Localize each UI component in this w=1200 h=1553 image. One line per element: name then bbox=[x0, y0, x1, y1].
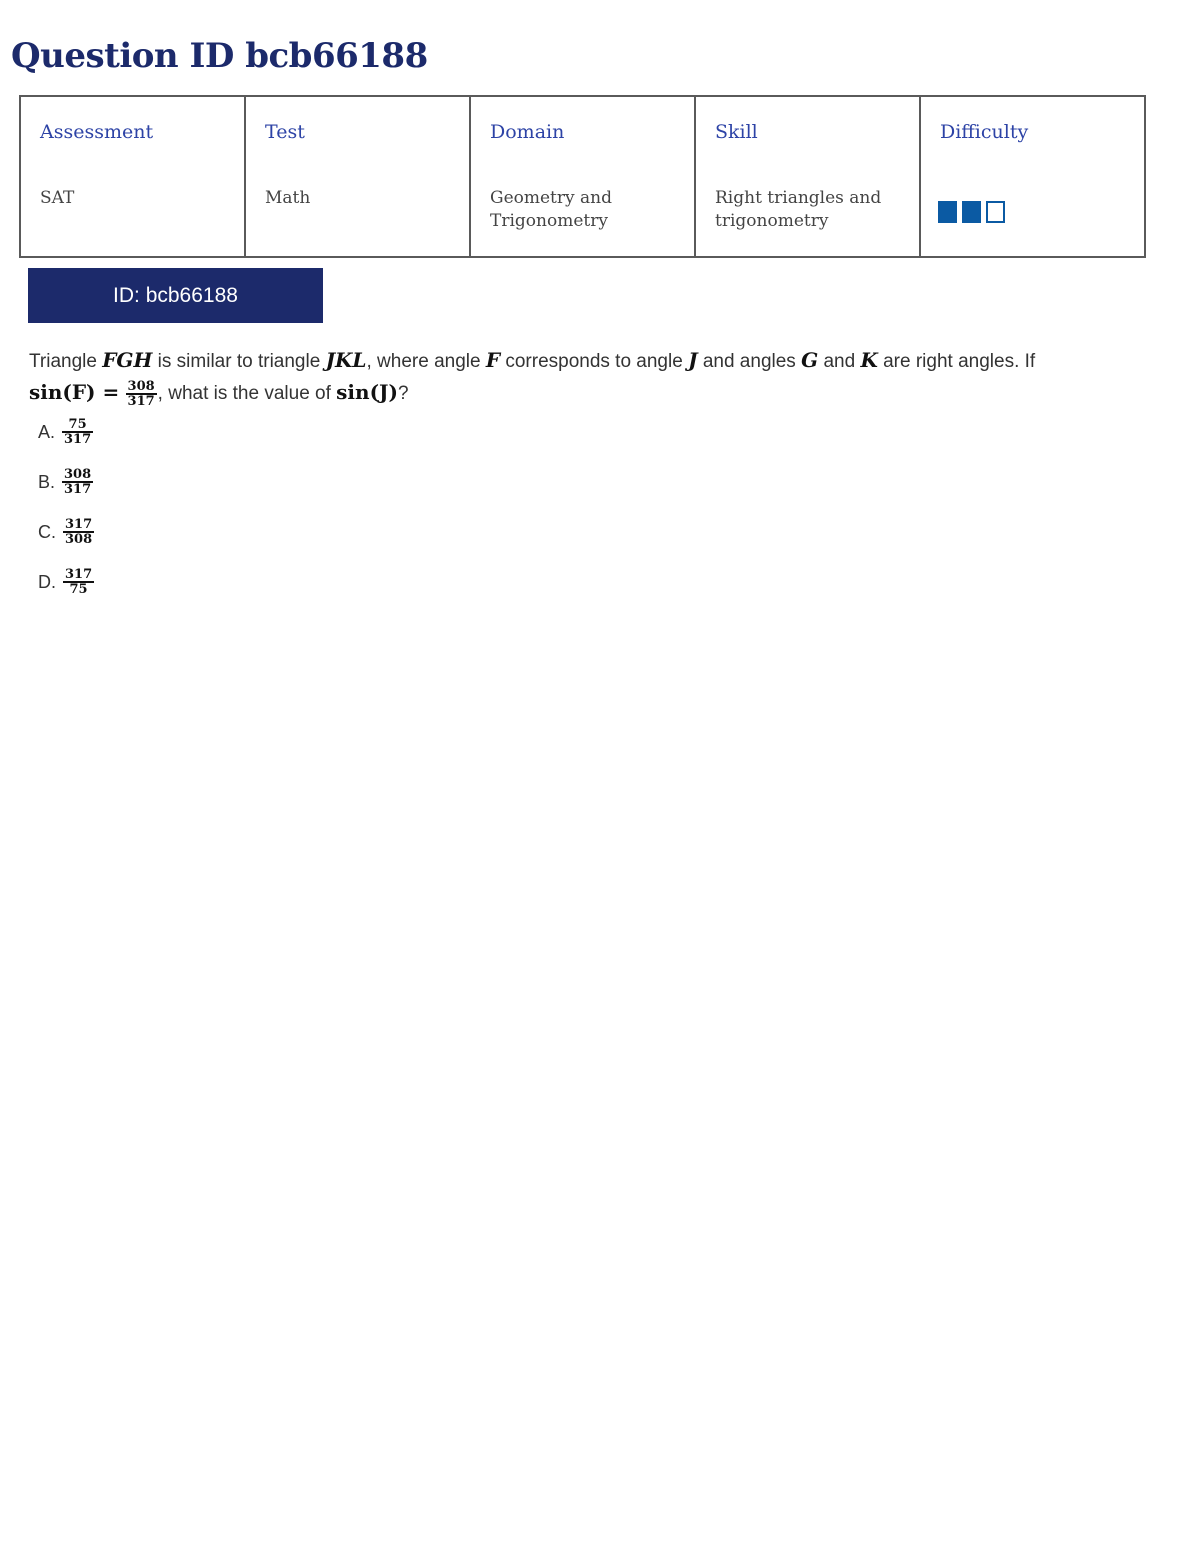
test-header: Test bbox=[265, 121, 305, 143]
skill-value: Right triangles and trigonometry bbox=[715, 188, 882, 231]
test-value: Math bbox=[265, 188, 311, 208]
difficulty-square-filled bbox=[962, 201, 981, 223]
domain-header: Domain bbox=[490, 121, 565, 143]
math-var: K bbox=[860, 348, 878, 372]
choice-letter: C. bbox=[38, 521, 56, 542]
fraction-numerator: 308 bbox=[64, 467, 92, 482]
math-var: F bbox=[485, 348, 501, 372]
assessment-cell bbox=[20, 96, 245, 257]
question-metadata-table bbox=[19, 95, 1146, 258]
stem-text: , where angle bbox=[366, 351, 486, 372]
difficulty-indicator bbox=[938, 201, 1005, 223]
assessment-value: SAT bbox=[40, 188, 75, 208]
answer-choice-d[interactable] bbox=[38, 568, 95, 596]
stem-text: Triangle bbox=[29, 351, 103, 372]
choice-letter: D. bbox=[38, 571, 56, 592]
math-var: JKL bbox=[325, 348, 367, 372]
math-fraction bbox=[62, 468, 93, 496]
fraction-denominator: 317 bbox=[64, 482, 92, 497]
math-var: J bbox=[688, 348, 698, 372]
math-expression: sin(F) = bbox=[29, 380, 120, 404]
skill-cell bbox=[695, 96, 920, 257]
stem-text: are right angles. If bbox=[877, 351, 1036, 372]
stem-text: , what is the value of bbox=[157, 383, 337, 404]
fraction-denominator: 308 bbox=[65, 532, 93, 547]
answer-choice-c[interactable] bbox=[38, 518, 95, 546]
math-fraction bbox=[63, 568, 94, 596]
math-var: FGH bbox=[102, 348, 153, 372]
assessment-header: Assessment bbox=[40, 121, 154, 143]
math-fraction bbox=[126, 380, 157, 408]
stem-text: is similar to triangle bbox=[152, 351, 326, 372]
difficulty-cell bbox=[920, 96, 1145, 257]
fraction-numerator: 317 bbox=[65, 517, 93, 532]
math-expression: sin(J) bbox=[336, 380, 398, 404]
question-id-bar: ID: bcb66188 bbox=[28, 268, 323, 323]
math-fraction bbox=[63, 518, 94, 546]
choice-letter: A. bbox=[38, 421, 56, 442]
fraction-numerator: 317 bbox=[65, 567, 93, 582]
domain-cell bbox=[470, 96, 695, 257]
stem-text: and angles bbox=[697, 351, 802, 372]
choice-letter: B. bbox=[38, 471, 56, 492]
skill-header: Skill bbox=[715, 121, 758, 143]
page-title: Question ID bcb66188 bbox=[11, 36, 428, 76]
question-stem bbox=[29, 345, 1169, 409]
fraction-numerator: 308 bbox=[127, 378, 155, 394]
answer-choice-b[interactable] bbox=[38, 468, 94, 496]
fraction-denominator: 75 bbox=[69, 582, 88, 597]
stem-text: ? bbox=[397, 383, 409, 404]
difficulty-square-empty bbox=[986, 201, 1005, 223]
stem-text: and bbox=[818, 351, 861, 372]
answer-choice-a[interactable] bbox=[38, 418, 94, 446]
math-var: G bbox=[801, 348, 819, 372]
difficulty-square-filled bbox=[938, 201, 957, 223]
fraction-denominator: 317 bbox=[64, 432, 92, 447]
test-cell bbox=[245, 96, 470, 257]
difficulty-header: Difficulty bbox=[940, 121, 1029, 143]
fraction-denominator: 317 bbox=[127, 393, 155, 409]
stem-text: corresponds to angle bbox=[500, 351, 689, 372]
math-fraction bbox=[62, 418, 93, 446]
fraction-numerator: 75 bbox=[62, 418, 93, 433]
domain-value: Geometry and Trigonometry bbox=[490, 188, 612, 231]
